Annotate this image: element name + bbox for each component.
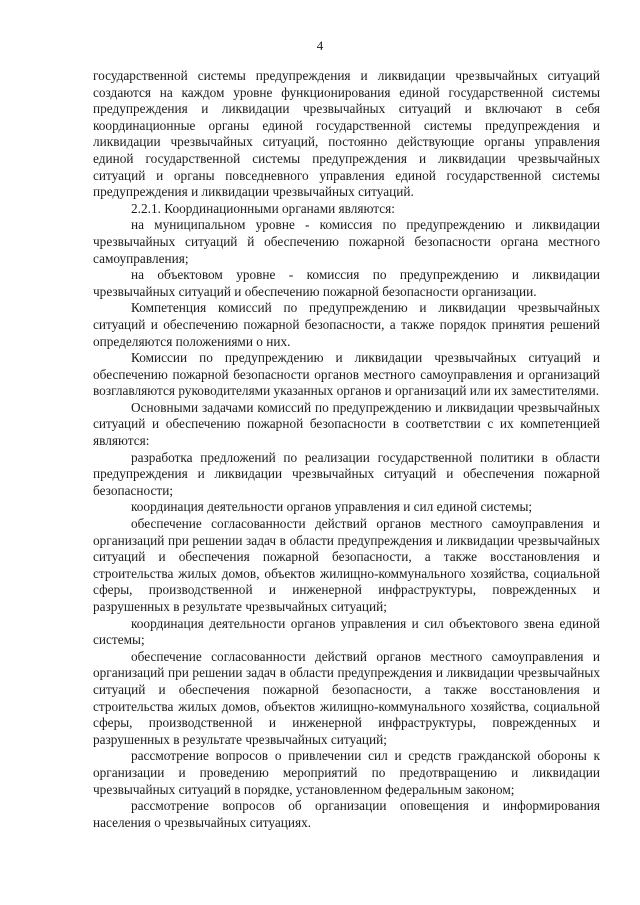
list-item-coordination-unified: координация деятельности органов управления и сил единой системы;	[131, 499, 533, 515]
paragraph-commission-leadership: Комиссии по предупреждению и ликвидации чрезвычайных ситуаций и обеспечению пожарной безопасности органов местного самоуправления и организаций возглавляются руководителями указанных органов и организаций или их заместителями.	[93, 350, 600, 399]
list-item-public-warning: рассмотрение вопросов об организации оповещения и информирования населения о чрезвычайных ситуациях.	[93, 798, 600, 830]
paragraph-continuation: государственной системы предупреждения и ликвидации чрезвычайных ситуаций создаются на каждом уровне функционирования единой государственной системы предупреждения и ликвидации чрезвычайных ситуаций и включают в себя координационные органы единой государственной системы предупреждения и ликвидации чрезвычайных ситуаций, постоянно действующие органы управления единой государственной системы предупреждения и ликвидации чрезвычайных ситуаций и органы повседневного управления единой государственной системы предупреждения и ликвидации чрезвычайных ситуаций.	[93, 68, 600, 200]
page-number: 4	[316, 38, 324, 53]
list-item-policy-proposals: разработка предложений по реализации государственной политики в области предупреждения и ликвидации чрезвычайных ситуаций и обеспечения пожарной безопасности;	[93, 449, 600, 498]
list-item-consistency-municipal: обеспечение согласованности действий органов местного самоуправления и организаций при решении задач в области предупреждения и ликвидации чрезвычайных ситуаций и обеспечения пожарной безопасности, а также восстановления и строительства жилых домов, объектов жилищно-коммунального хозяйства, социальной сферы, производственной и инженерной инфраструктуры, поврежденных и разрушенных в результате чрезвычайных ситуаций;	[93, 516, 600, 614]
list-item-consistency-organizations: обеспечение согласованности действий органов местного самоуправления и организаций при решении задач в области предупреждения и ликвидации чрезвычайных ситуаций и обеспечения пожарной безопасности, а также восстановления и строительства жилых домов, объектов жилищно-коммунального хозяйства, социальной сферы, производственной и инженерной инфраструктуры, поврежденных и разрушенных в результате чрезвычайных ситуаций;	[93, 648, 600, 747]
paragraph-section-heading: 2.2.1. Координационными органами являются:	[131, 200, 395, 216]
paragraph-municipal-level: на муниципальном уровне - комиссия по предупреждению и ликвидации чрезвычайных ситуаций й обеспечению пожарной безопасности органа местного самоуправления;	[93, 217, 600, 266]
paragraph-object-level: на объектовом уровне - комиссия по предупреждению и ликвидации чрезвычайных ситуаций и обеспечению пожарной безопасности организации.	[93, 267, 600, 299]
list-item-civil-defense: рассмотрение вопросов о привлечении сил и средств гражданской обороны к организации и проведению мероприятий по предотвращению и ликвидации чрезвычайных ситуаций в порядке, установленном федеральным законом;	[93, 748, 600, 797]
list-item-coordination-object: координация деятельности органов управления и сил объектового звена единой системы;	[93, 615, 600, 648]
paragraph-commission-competence: Компетенция комиссий по предупреждению и ликвидации чрезвычайных ситуаций и обеспечению пожарной безопасности, а также порядок принятия решений определяются положениями о них.	[93, 300, 600, 349]
paragraph-main-tasks: Основными задачами комиссий по предупреждению и ликвидации чрезвычайных ситуаций и обеспечению пожарной безопасности в соответствии с их компетенцией являются:	[93, 399, 600, 449]
document-body	[93, 68, 600, 831]
